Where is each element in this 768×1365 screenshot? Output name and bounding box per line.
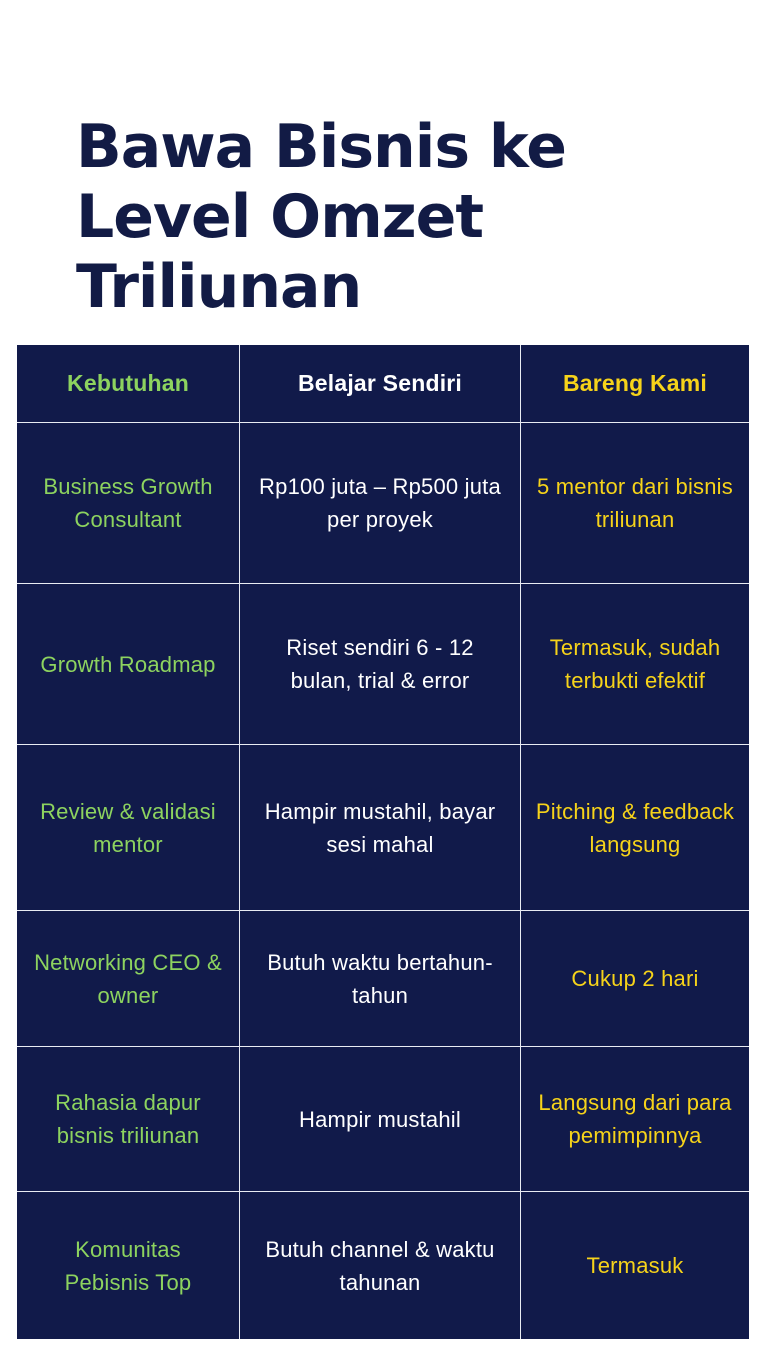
self-cell: Hampir mustahil, bayar sesi mahal — [239, 745, 520, 910]
column-header-us: Bareng Kami — [520, 345, 749, 422]
table-row — [17, 1046, 749, 1191]
self-cell: Hampir mustahil — [239, 1047, 520, 1191]
self-cell: Rp100 juta – Rp500 juta per proyek — [239, 423, 520, 583]
column-header-need: Kebutuhan — [67, 370, 189, 396]
title-line-2: Level Omzet — [76, 182, 484, 252]
us-cell: Pitching & feedback langsung — [520, 745, 749, 910]
us-cell: Termasuk — [520, 1192, 749, 1339]
self-cell: Butuh channel & waktu tahunan — [239, 1192, 520, 1339]
table-row — [17, 583, 749, 744]
need-cell: Growth Roadmap — [40, 651, 216, 677]
page-title — [76, 112, 696, 322]
us-cell: 5 mentor dari bisnis triliunan — [520, 423, 749, 583]
table-row — [17, 422, 749, 583]
us-cell: Langsung dari para pemimpinnya — [520, 1047, 749, 1191]
table-header-row — [17, 345, 749, 422]
need-cell: Komunitas Pebisnis Top — [64, 1236, 192, 1295]
need-cell: Rahasia dapur bisnis triliunan — [55, 1090, 201, 1148]
us-cell: Cukup 2 hari — [520, 911, 749, 1046]
self-cell: Riset sendiri 6 - 12 bulan, trial & error — [239, 584, 520, 744]
table-row — [17, 1191, 749, 1339]
title-line-1: Bawa Bisnis ke — [76, 112, 566, 182]
column-header-self: Belajar Sendiri — [239, 345, 520, 422]
table-row — [17, 910, 749, 1046]
title-line-3: Triliunan — [76, 252, 362, 322]
comparison-table — [16, 344, 750, 1340]
need-cell: Business Growth Consultant — [43, 474, 213, 532]
us-cell: Termasuk, sudah terbukti efektif — [520, 584, 749, 744]
table-row — [17, 744, 749, 910]
need-cell: Networking CEO & owner — [34, 949, 222, 1008]
need-cell: Review & validasi mentor — [40, 798, 216, 857]
self-cell: Butuh waktu bertahun-tahun — [239, 911, 520, 1046]
